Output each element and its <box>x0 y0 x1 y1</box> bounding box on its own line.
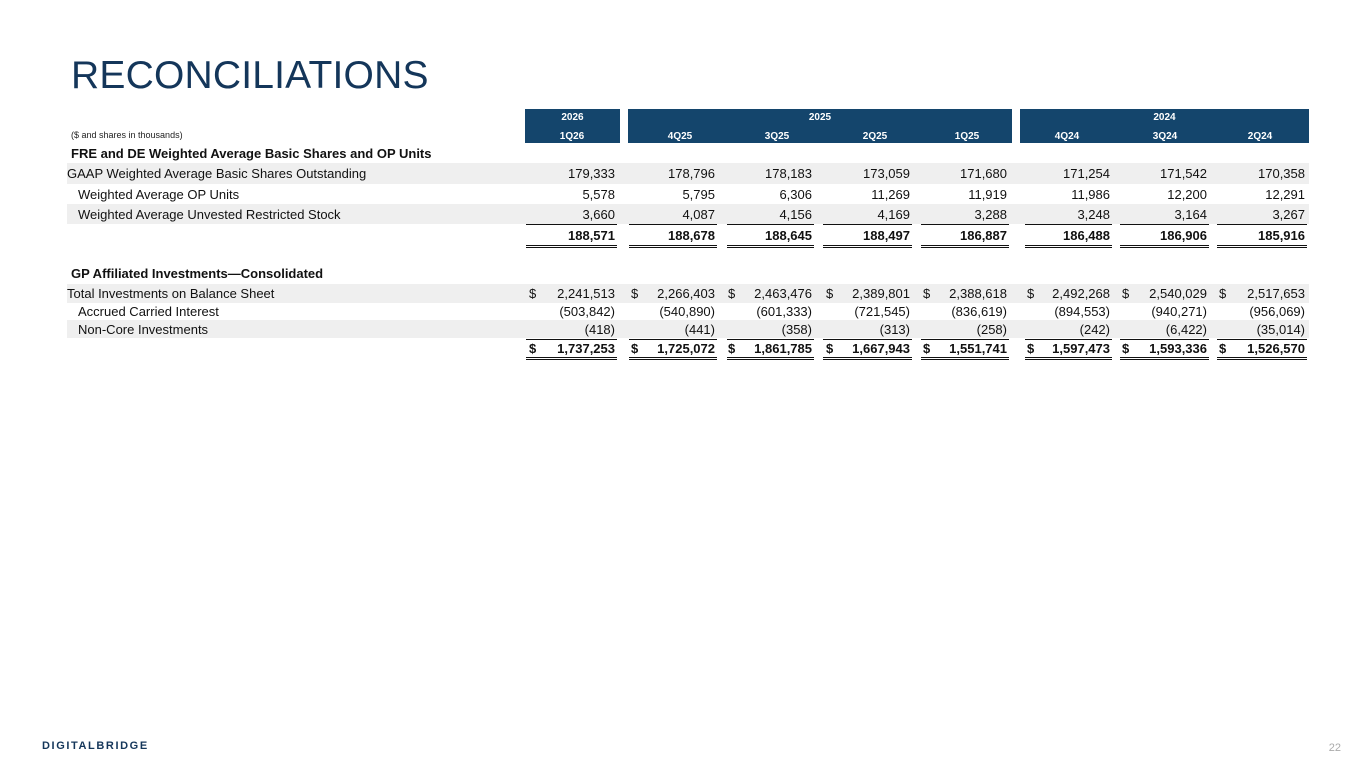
header-group-2026 <box>525 109 620 143</box>
table-row <box>67 204 1309 224</box>
underline <box>823 224 912 225</box>
currency-symbol: $ <box>728 286 736 301</box>
value-cell: (601,333) <box>756 304 812 319</box>
value-cell: 1,725,072 <box>657 341 715 356</box>
double-underline <box>727 245 814 248</box>
value-cell: 186,906 <box>1160 228 1207 243</box>
value-cell: 171,680 <box>960 166 1007 181</box>
section-heading-label: GP Affiliated Investments—Consolidated <box>71 266 324 281</box>
currency-symbol: $ <box>1122 341 1130 356</box>
header-year: 2026 <box>561 112 584 123</box>
value-cell: 3,248 <box>1077 207 1110 222</box>
underline <box>1120 224 1209 225</box>
value-cell: 12,291 <box>1265 187 1305 202</box>
section-heading-label: FRE and DE Weighted Average Basic Shares and OP Units <box>71 146 432 161</box>
value-cell: 178,183 <box>765 166 812 181</box>
value-cell: 6,306 <box>779 187 812 202</box>
value-cell: (503,842) <box>559 304 615 319</box>
value-cell: 4,087 <box>682 207 715 222</box>
double-underline <box>823 245 912 248</box>
page-title: RECONCILIATIONS <box>71 54 429 97</box>
value-cell: (956,069) <box>1249 304 1305 319</box>
currency-symbol: $ <box>1122 286 1130 301</box>
header-quarter-3Q25: 3Q25 <box>764 131 790 142</box>
value-cell: 188,497 <box>863 228 910 243</box>
table-row <box>67 184 1309 204</box>
value-cell: 173,059 <box>863 166 910 181</box>
double-underline <box>629 357 717 360</box>
currency-symbol: $ <box>923 341 931 356</box>
value-cell: 185,916 <box>1258 228 1305 243</box>
currency-symbol: $ <box>826 341 834 356</box>
underline <box>1025 224 1112 225</box>
value-cell: 4,169 <box>877 207 910 222</box>
value-cell: 1,861,785 <box>754 341 812 356</box>
value-cell: 186,488 <box>1063 228 1110 243</box>
table-row <box>67 163 1309 184</box>
section-heading-investments <box>67 265 1309 283</box>
currency-symbol: $ <box>529 341 537 356</box>
currency-symbol: $ <box>923 286 931 301</box>
units-note: ($ and shares in thousands) <box>71 130 183 140</box>
value-cell: 5,578 <box>582 187 615 202</box>
value-cell: (313) <box>879 322 910 337</box>
header-group-2025 <box>628 109 1012 143</box>
underline <box>1217 224 1307 225</box>
value-cell: (721,545) <box>854 304 910 319</box>
value-cell: 11,269 <box>871 187 910 202</box>
value-cell: 11,986 <box>1071 187 1110 202</box>
table-row <box>67 284 1309 303</box>
value-cell: 2,463,476 <box>754 286 812 301</box>
currency-symbol: $ <box>631 286 639 301</box>
value-cell: 188,678 <box>668 228 715 243</box>
value-cell: 2,389,801 <box>852 286 910 301</box>
double-underline <box>1217 245 1307 248</box>
value-cell: 188,571 <box>568 228 615 243</box>
header-quarter-2Q24: 2Q24 <box>1247 131 1273 142</box>
currency-symbol: $ <box>529 286 537 301</box>
value-cell: 3,288 <box>974 207 1007 222</box>
value-cell: 12,200 <box>1167 187 1207 202</box>
value-cell: 186,887 <box>960 228 1007 243</box>
double-underline <box>1025 245 1112 248</box>
double-underline <box>629 245 717 248</box>
value-cell: 2,540,029 <box>1149 286 1207 301</box>
value-cell: (6,422) <box>1165 322 1207 337</box>
table-row <box>67 226 1309 244</box>
row-label: Weighted Average Unvested Restricted Stock <box>78 207 341 222</box>
value-cell: 3,164 <box>1174 207 1207 222</box>
header-quarter-4Q24: 4Q24 <box>1054 131 1080 142</box>
row-label: Total Investments on Balance Sheet <box>67 286 275 301</box>
row-label: Weighted Average OP Units <box>78 187 240 202</box>
table-row <box>67 320 1309 338</box>
value-cell: (940,271) <box>1151 304 1207 319</box>
value-cell: 2,492,268 <box>1052 286 1110 301</box>
value-cell: (894,553) <box>1054 304 1110 319</box>
value-cell: 3,660 <box>582 207 615 222</box>
row-label: Non-Core Investments <box>78 322 209 337</box>
header-quarter-2Q25: 2Q25 <box>862 131 888 142</box>
header-group-2024 <box>1020 109 1309 143</box>
value-cell: (258) <box>976 322 1007 337</box>
value-cell: 4,156 <box>779 207 812 222</box>
double-underline <box>921 357 1009 360</box>
value-cell: 2,388,618 <box>949 286 1007 301</box>
currency-symbol: $ <box>1219 341 1227 356</box>
underline <box>727 224 814 225</box>
value-cell: 178,796 <box>668 166 715 181</box>
value-cell: 11,919 <box>968 187 1007 202</box>
value-cell: 1,667,943 <box>852 341 910 356</box>
double-underline <box>727 357 814 360</box>
double-underline <box>1217 357 1307 360</box>
currency-symbol: $ <box>631 341 639 356</box>
double-underline <box>823 357 912 360</box>
value-cell: 179,333 <box>568 166 615 181</box>
value-cell: 171,254 <box>1063 166 1110 181</box>
header-quarter-4Q25: 4Q25 <box>667 131 693 142</box>
section-heading-shares <box>67 145 1309 163</box>
value-cell: 1,551,741 <box>949 341 1007 356</box>
value-cell: 170,358 <box>1258 166 1305 181</box>
value-cell: (242) <box>1079 322 1110 337</box>
value-cell: 1,593,336 <box>1149 341 1207 356</box>
value-cell: 2,241,513 <box>557 286 615 301</box>
page-number: 22 <box>1328 742 1341 754</box>
double-underline <box>1025 357 1112 360</box>
value-cell: (441) <box>684 322 715 337</box>
currency-symbol: $ <box>728 341 736 356</box>
value-cell: (418) <box>584 322 615 337</box>
underline <box>921 224 1009 225</box>
value-cell: (358) <box>781 322 812 337</box>
digitalbridge-logo: DIGITALBRIDGE <box>42 740 149 752</box>
table-row <box>67 303 1309 320</box>
currency-symbol: $ <box>826 286 834 301</box>
currency-symbol: $ <box>1027 286 1035 301</box>
table-row <box>67 340 1309 357</box>
value-cell: 1,737,253 <box>557 341 615 356</box>
value-cell: 5,795 <box>682 187 715 202</box>
double-underline <box>921 245 1009 248</box>
double-underline <box>1120 357 1209 360</box>
currency-symbol: $ <box>1027 341 1035 356</box>
header-quarter-1Q26: 1Q26 <box>559 131 585 142</box>
value-cell: 2,517,653 <box>1247 286 1305 301</box>
value-cell: 3,267 <box>1272 207 1305 222</box>
value-cell: 1,526,570 <box>1247 341 1305 356</box>
value-cell: 2,266,403 <box>657 286 715 301</box>
value-cell: (35,014) <box>1256 322 1305 337</box>
row-label: GAAP Weighted Average Basic Shares Outstanding <box>67 166 367 181</box>
value-cell: (540,890) <box>659 304 715 319</box>
currency-symbol: $ <box>1219 286 1227 301</box>
underline <box>629 224 717 225</box>
double-underline <box>526 357 617 360</box>
header-quarter-1Q25: 1Q25 <box>954 131 980 142</box>
value-cell: 188,645 <box>765 228 812 243</box>
value-cell: (836,619) <box>951 304 1007 319</box>
header-year: 2024 <box>1153 112 1176 123</box>
header-quarter-3Q24: 3Q24 <box>1152 131 1178 142</box>
underline <box>526 224 617 225</box>
header-year: 2025 <box>808 112 832 123</box>
value-cell: 171,542 <box>1160 166 1207 181</box>
value-cell: 1,597,473 <box>1052 341 1110 356</box>
double-underline <box>1120 245 1209 248</box>
row-label: Accrued Carried Interest <box>78 304 219 319</box>
double-underline <box>526 245 617 248</box>
